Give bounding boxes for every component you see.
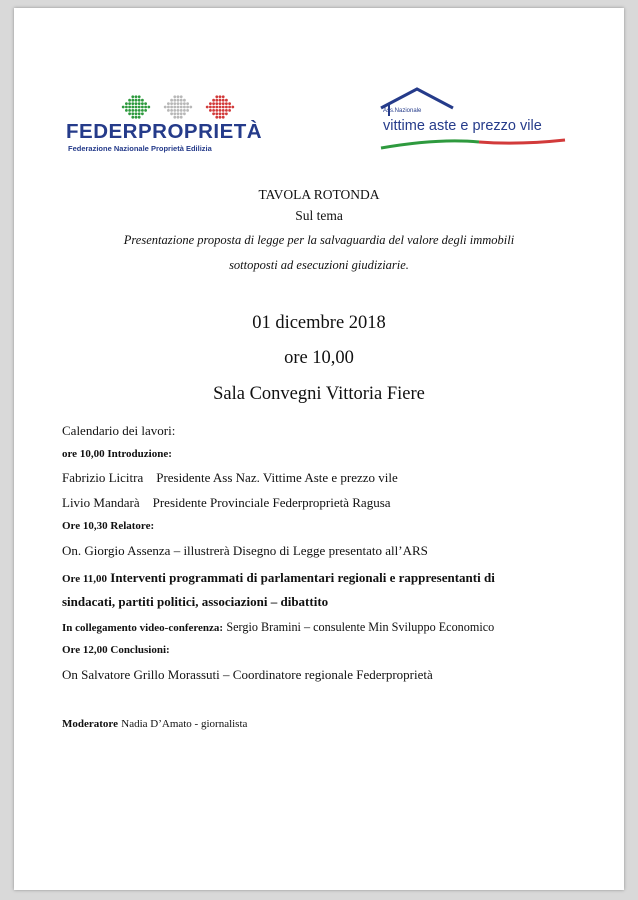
intro-speaker-1 [62,470,398,486]
vittime-aste-logo [369,86,569,154]
theme-line-1: Presentazione proposta di legge per la salvaguardia del valore degli immobili [123,233,515,247]
programme-heading: Calendario dei lavori: [62,423,176,438]
federproprieta-logo-name: FEDERPROPRIETÀ [66,120,263,143]
event-subtitle: Sul tema [295,208,343,223]
document-page [14,8,624,890]
event-date: 01 dicembre 2018 [252,313,386,333]
video-conference-line [62,619,494,635]
interventions-text-1: Interventi programmati di parlamentari regionali e rappresentanti di [110,570,495,585]
intro-speaker-2-role: Presidente Provinciale Federproprietà Ragusa [152,495,391,510]
interventions-time: Ore 11,00 [62,573,108,585]
speaker-label: Ore 10,30 Relatore: [62,520,155,532]
theme-line-2: sottoposti ad esecuzioni giudiziarie. [229,258,409,272]
speaker-line: On. Giorgio Assenza – illustrerà Disegno di Legge presentato all’ARS [62,543,428,558]
event-type-title: TAVOLA ROTONDA [258,187,380,202]
federproprieta-dots-emblem [114,93,242,121]
conclusions-line: On Salvatore Grillo Morassuti – Coordinatore regionale Federproprietà [62,667,433,682]
video-conference-label: In collegamento video-conferenza: [62,622,224,634]
intro-speaker-1-name: Fabrizio Licitra [62,470,144,485]
intro-speaker-1-role: Presidente Ass Naz. Vittime Aste e prezzo vile [156,470,398,485]
event-time: ore 10,00 [284,348,354,368]
video-conference-text: Sergio Bramini – consulente Min Sviluppo Economico [226,620,495,634]
conclusions-label: Ore 12,00 Conclusioni: [62,644,170,656]
intro-speaker-2 [62,495,391,511]
vittime-aste-logo-name: vittime aste e prezzo vile [383,118,542,134]
moderator-label: Moderatore [62,718,118,730]
interventions-line-1 [62,570,495,586]
moderator-text: Nadia D’Amato - giornalista [121,718,248,730]
vittime-aste-logo-small-text: Ass.Nazionale [383,108,422,114]
federproprieta-logo-subtitle: Federazione Nazionale Proprietà Edilizia [68,144,212,153]
event-venue: Sala Convegni Vittoria Fiere [213,384,425,404]
intro-label: ore 10,00 Introduzione: [62,448,172,460]
federproprieta-logo [66,88,311,158]
interventions-line-2: sindacati, partiti politici, associazioni – dibattito [62,594,329,609]
intro-speaker-2-name: Livio Mandarà [62,495,140,510]
moderator-line [62,715,247,731]
tricolor-swoosh-icon [379,136,569,152]
